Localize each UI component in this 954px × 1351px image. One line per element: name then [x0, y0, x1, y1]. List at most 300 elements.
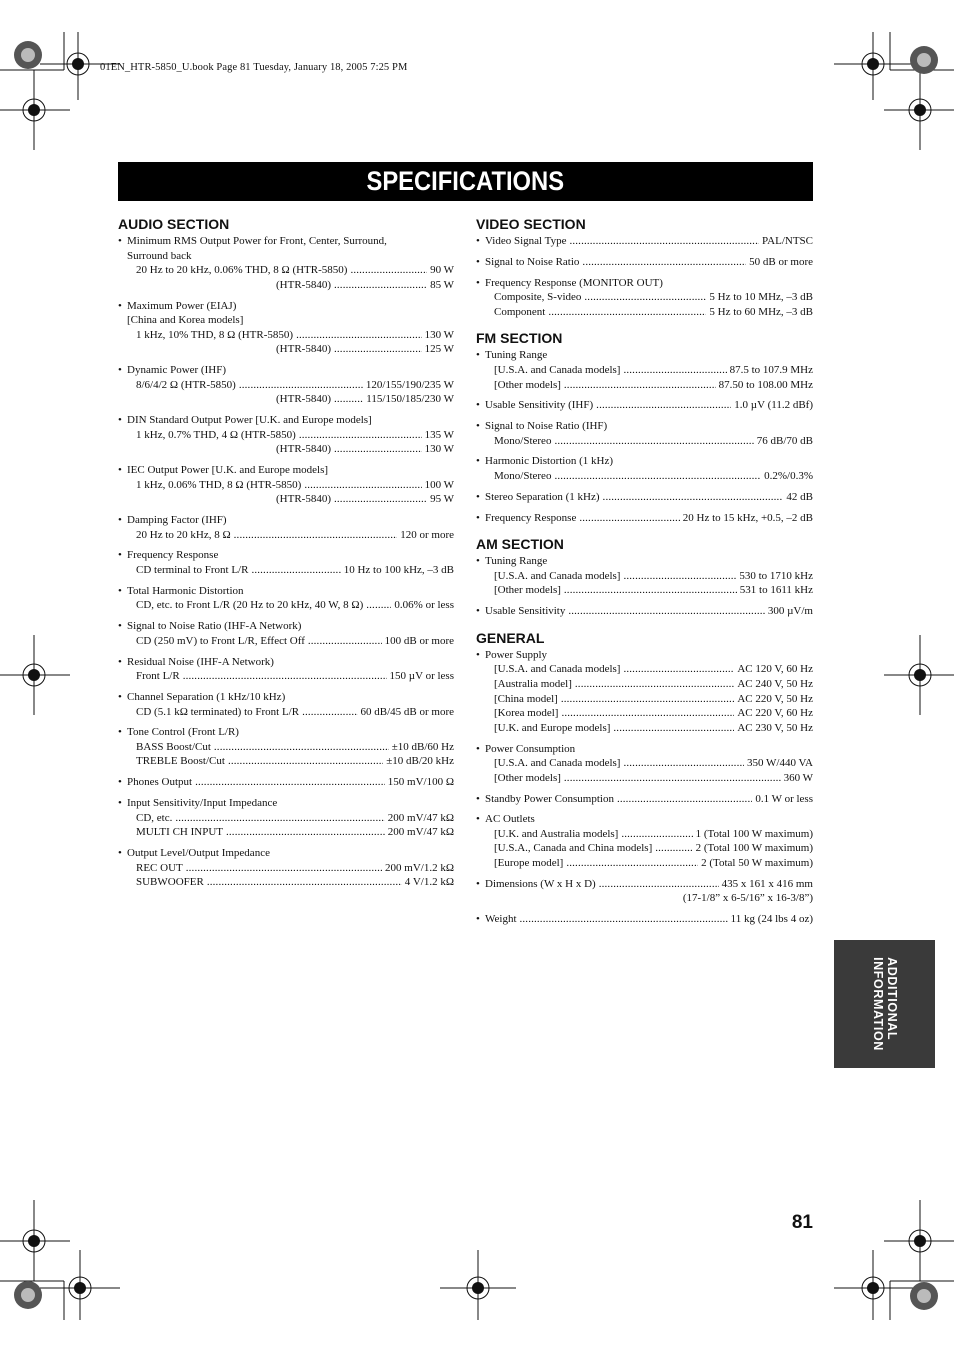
file-header: 01EN_HTR-5850_U.book Page 81 Tuesday, January 18, 2005 7:25 PM	[100, 62, 408, 73]
dot-leader	[561, 692, 734, 707]
right-column	[476, 215, 813, 933]
dot-leader	[304, 478, 421, 493]
spec-row	[485, 912, 813, 927]
spec-row	[485, 255, 813, 270]
dot-leader	[623, 363, 726, 378]
spec-row	[136, 478, 454, 493]
bullet-icon: •	[476, 490, 480, 503]
bullet-icon: •	[476, 913, 480, 926]
spec-rows	[118, 378, 454, 407]
spec-row-value: 135 W	[424, 428, 454, 441]
bullet-icon: •	[118, 464, 122, 477]
spec-item	[476, 348, 813, 392]
bullet-icon: •	[118, 514, 122, 527]
bullet-icon: •	[476, 877, 480, 890]
spec-row-label: Mono/Stereo	[494, 434, 552, 447]
spec-item-label: DIN Standard Output Power [U.K. and Europe models]	[127, 414, 372, 427]
dot-leader	[226, 825, 385, 840]
spec-row-value: 200 mV/47 kΩ	[387, 811, 454, 824]
dot-leader	[579, 511, 679, 526]
bullet-icon: •	[476, 813, 480, 826]
spec-item-label: Harmonic Distortion (1 kHz)	[485, 455, 613, 468]
spec-item-label: Tone Control (Front L/R)	[127, 726, 239, 739]
spec-item-label: Signal to Noise Ratio (IHF)	[485, 420, 608, 433]
spec-row	[494, 677, 813, 692]
spec-row-label: BASS Boost/Cut	[136, 740, 211, 753]
spec-row-value: 5 Hz to 60 MHz, –3 dB	[709, 305, 813, 318]
spec-item-label: Channel Separation (1 kHz/10 kHz)	[127, 690, 286, 703]
spec-item-subnote: [China and Korea models]	[127, 314, 244, 327]
spec-bullet-line	[118, 463, 454, 478]
spec-row-label: (HTR-5840)	[276, 278, 331, 291]
spec-row-label: Usable Sensitivity	[485, 605, 566, 618]
spec-bullet-line	[118, 690, 454, 705]
spec-row-label: [Other models]	[494, 771, 561, 784]
spec-bullet-line	[476, 398, 813, 413]
bullet-icon: •	[118, 726, 122, 739]
spec-row-value: 531 to 1611 kHz	[739, 584, 813, 597]
spec-row-label: Composite, S-video	[494, 291, 582, 304]
spec-row	[136, 669, 454, 684]
spec-row	[494, 706, 813, 721]
spec-row	[494, 378, 813, 393]
spec-row	[136, 861, 454, 876]
spec-row-value: 60 dB/45 dB or more	[360, 705, 454, 718]
spec-row-label: Standby Power Consumption	[485, 792, 614, 805]
spec-bullet-line	[118, 619, 454, 634]
spec-row-value: 350 W/440 VA	[746, 757, 813, 770]
spec-item-label: Tuning Range	[485, 349, 548, 362]
spec-bullet-line	[476, 792, 813, 807]
spec-rows	[118, 563, 454, 578]
spec-row-label: CD (5.1 kΩ terminated) to Front L/R	[136, 705, 300, 718]
spec-row-value: 150 µV or less	[389, 670, 454, 683]
spec-bullet-line	[476, 877, 813, 892]
spec-row-label: [U.S.A., Canada and China models]	[494, 842, 653, 855]
spec-item	[476, 648, 813, 736]
spec-row	[136, 705, 454, 720]
spec-row-label: Component	[494, 305, 546, 318]
spec-row-label: Mono/Stereo	[494, 470, 552, 483]
spec-row-value: 2 (Total 100 W maximum)	[695, 842, 813, 855]
spec-row-value: 76 dB/70 dB	[756, 434, 813, 447]
spec-row	[494, 434, 813, 449]
spec-bullet-line	[118, 775, 454, 790]
spec-item	[118, 655, 454, 684]
spec-rows	[476, 434, 813, 449]
spec-row-value: 4 V/1.2 kΩ	[404, 876, 454, 889]
spec-row-label: 8/6/4/2 Ω (HTR-5850)	[136, 378, 236, 391]
spec-row-value: 0.2%/0.3%	[764, 470, 813, 483]
bullet-icon: •	[476, 255, 480, 268]
dot-leader	[564, 583, 737, 598]
dot-leader	[599, 877, 719, 892]
spec-rows	[118, 811, 454, 840]
spec-row	[136, 634, 454, 649]
spec-item	[118, 363, 454, 407]
spec-bullet-line	[118, 796, 454, 811]
spec-item	[476, 812, 813, 870]
dot-leader	[520, 912, 728, 927]
video-section-heading: VIDEO SECTION	[476, 216, 586, 232]
dot-leader	[186, 861, 382, 876]
spec-bullet-line	[476, 912, 813, 927]
spec-item	[118, 299, 454, 357]
spec-extra-note: (17-1/8” x 6-5/16” x 16-3/8”)	[682, 892, 813, 905]
spec-bullet-line	[118, 584, 454, 599]
dot-leader	[334, 392, 363, 407]
spec-item-label: Power Supply	[485, 648, 548, 661]
spec-row-value: 130 W	[424, 443, 454, 456]
section-side-tab	[834, 940, 935, 1068]
spec-rows	[476, 290, 813, 319]
spec-row-label: Usable Sensitivity (IHF)	[485, 399, 594, 412]
dot-leader	[175, 811, 384, 826]
dot-leader	[584, 290, 706, 305]
bullet-icon: •	[476, 455, 480, 468]
spec-row-value: 95 W	[430, 493, 454, 506]
spec-row	[494, 771, 813, 786]
spec-bullet-line	[476, 234, 813, 249]
spec-row-label: 1 kHz, 10% THD, 8 Ω (HTR-5850)	[136, 328, 294, 341]
page-title	[118, 162, 813, 201]
dot-leader	[603, 490, 784, 505]
fm-spec-list	[476, 348, 813, 525]
spec-item	[476, 490, 813, 505]
spec-item-label: Total Harmonic Distortion	[127, 584, 244, 597]
bullet-icon: •	[118, 549, 122, 562]
spec-item-label: Frequency Response (MONITOR OUT)	[485, 276, 663, 289]
spec-row	[485, 877, 813, 892]
bullet-icon: •	[118, 364, 122, 377]
spec-row	[136, 811, 454, 826]
spec-row-label: [U.K. and Europe models]	[494, 721, 611, 734]
spec-item	[476, 742, 813, 786]
spec-rows	[118, 328, 454, 357]
bullet-icon: •	[118, 235, 122, 247]
spec-row-label: 20 Hz to 20 kHz, 0.06% THD, 8 Ω (HTR-5850)	[136, 264, 348, 277]
spec-item	[476, 511, 813, 526]
spec-row-label: Video Signal Type	[485, 235, 567, 247]
bullet-icon: •	[118, 690, 122, 703]
bullet-icon: •	[476, 276, 480, 289]
spec-row-label: [U.S.A. and Canada models]	[494, 663, 621, 676]
spec-bullet-line	[476, 348, 813, 363]
spec-rows	[118, 740, 454, 769]
bullet-icon: •	[118, 299, 122, 312]
spec-item	[476, 792, 813, 807]
side-tab-line2: INFORMATION	[870, 957, 885, 1051]
spec-row-label: (HTR-5840)	[276, 393, 331, 406]
spec-bullet-line	[476, 812, 813, 827]
spec-row	[136, 563, 454, 578]
spec-item-label: Minimum RMS Output Power for Front, Center, Surround,	[127, 235, 387, 247]
dot-leader	[228, 754, 383, 769]
spec-item-label: Maximum Power (EIAJ)	[127, 299, 237, 312]
spec-row	[494, 856, 813, 871]
dot-leader	[582, 255, 746, 270]
spec-row-label: 20 Hz to 20 kHz, 8 Ω	[136, 528, 231, 541]
spec-item	[118, 548, 454, 577]
spec-row	[136, 263, 454, 278]
spec-row-value: 300 µV/m	[767, 605, 813, 618]
spec-row	[485, 490, 813, 505]
dot-leader	[655, 841, 692, 856]
spec-row-value: PAL/NTSC	[762, 235, 813, 247]
spec-rows	[118, 669, 454, 684]
spec-bullet-line	[118, 725, 454, 740]
dot-leader	[623, 569, 736, 584]
bullet-icon: •	[118, 620, 122, 633]
spec-item	[476, 234, 813, 249]
spec-item	[118, 775, 454, 790]
dot-leader	[207, 875, 402, 890]
spec-row-value: 120/155/190/235 W	[365, 378, 454, 391]
spec-item	[476, 877, 813, 906]
spec-row-label: Phones Output	[127, 776, 193, 789]
spec-row-label: Stereo Separation (1 kHz)	[485, 490, 600, 503]
spec-row	[485, 792, 813, 807]
spec-row	[136, 754, 454, 769]
bullet-icon: •	[476, 742, 480, 755]
spec-row-value: 87.5 to 107.9 MHz	[729, 363, 813, 376]
spec-rows	[118, 263, 454, 292]
fm-section-heading: FM SECTION	[476, 330, 563, 347]
dot-leader	[561, 706, 734, 721]
spec-row-value: 10 Hz to 100 kHz, –3 dB	[343, 564, 454, 576]
spec-rows	[476, 569, 813, 598]
bullet-icon: •	[476, 235, 480, 247]
spec-bullet-line	[476, 604, 813, 619]
dot-leader	[299, 428, 422, 443]
dot-leader	[251, 563, 340, 578]
spec-row-label: 1 kHz, 0.06% THD, 8 Ω (HTR-5850)	[136, 478, 302, 491]
spec-row-value: AC 220 V, 50 Hz	[737, 692, 813, 705]
spec-item-label: Dynamic Power (IHF)	[127, 364, 226, 377]
spec-row	[136, 825, 454, 840]
bullet-icon: •	[118, 776, 122, 789]
spec-row-value: 1.0 µV (11.2 dBf)	[734, 399, 813, 412]
spec-row-value: 0.06% or less	[394, 599, 454, 612]
spec-row	[494, 583, 813, 598]
spec-rows	[118, 428, 454, 457]
dot-leader	[575, 677, 734, 692]
spec-bullet-line	[476, 742, 813, 757]
dot-leader	[564, 771, 781, 786]
dot-leader	[617, 792, 752, 807]
dot-leader	[548, 305, 706, 320]
left-column	[118, 215, 454, 896]
dot-leader	[554, 434, 753, 449]
spec-row-label: [Other models]	[494, 378, 561, 391]
spec-rows	[118, 705, 454, 720]
spec-row	[136, 378, 454, 393]
dot-leader	[621, 827, 692, 842]
spec-row-value: 100 dB or more	[384, 634, 454, 647]
bullet-icon: •	[118, 655, 122, 668]
spec-item-label: Tuning Range	[485, 555, 548, 568]
dot-leader	[296, 328, 422, 343]
dot-leader	[554, 469, 761, 484]
dot-leader	[214, 740, 389, 755]
dot-leader	[234, 528, 398, 543]
spec-rows	[476, 827, 813, 871]
spec-item	[118, 584, 454, 613]
spec-row-label: [U.K. and Australia models]	[494, 827, 619, 840]
dot-leader	[350, 263, 427, 278]
spec-row-label: [Australia model]	[494, 677, 572, 690]
spec-row-label: (HTR-5840)	[276, 443, 331, 456]
bullet-icon: •	[476, 420, 480, 433]
spec-row	[494, 305, 813, 320]
spec-row	[136, 278, 454, 293]
spec-rows	[118, 598, 454, 613]
spec-row-value: 11 kg (24 lbs 4 oz)	[730, 913, 813, 926]
spec-row-value: AC 230 V, 50 Hz	[737, 721, 813, 734]
spec-row	[485, 604, 813, 619]
spec-row	[136, 492, 454, 507]
spec-row	[136, 428, 454, 443]
dot-leader	[183, 669, 387, 684]
spec-row	[136, 392, 454, 407]
spec-item-label: IEC Output Power [U.K. and Europe models]	[127, 464, 329, 477]
spec-row	[494, 469, 813, 484]
dot-leader	[334, 492, 427, 507]
spec-row-value: 130 W	[424, 328, 454, 341]
spec-row	[136, 342, 454, 357]
bullet-icon: •	[118, 797, 122, 810]
spec-item	[118, 725, 454, 769]
bullet-icon: •	[476, 399, 480, 412]
spec-row-label: [Other models]	[494, 584, 561, 597]
spec-item-label: AC Outlets	[485, 813, 535, 826]
video-spec-list	[476, 234, 813, 319]
spec-row-label: CD, etc.	[136, 811, 173, 824]
spec-row	[485, 511, 813, 526]
spec-row-value: 85 W	[430, 278, 454, 291]
spec-item-label: Input Sensitivity/Input Impedance	[127, 797, 278, 810]
spec-row-value: 5 Hz to 10 MHz, –3 dB	[709, 291, 813, 304]
spec-row-value: 120 or more	[400, 528, 454, 541]
spec-row-value: 90 W	[430, 264, 454, 277]
bullet-icon: •	[476, 349, 480, 362]
spec-row-label: CD, etc. to Front L/R (20 Hz to 20 kHz, 40 W, 8 Ω)	[136, 599, 364, 612]
spec-item	[476, 419, 813, 448]
dot-leader	[366, 598, 391, 613]
spec-bullet-line	[118, 413, 454, 428]
spec-item	[476, 604, 813, 619]
spec-bullet-line	[118, 548, 454, 563]
spec-item	[118, 690, 454, 719]
page-title-text: SPECIFICATIONS	[366, 166, 565, 196]
bullet-icon: •	[476, 648, 480, 661]
spec-item	[118, 796, 454, 840]
general-section-heading: GENERAL	[476, 629, 545, 646]
spec-row	[494, 569, 813, 584]
spec-row-label: (HTR-5840)	[276, 343, 331, 356]
spec-bullet-line	[476, 419, 813, 434]
spec-item	[476, 554, 813, 598]
spec-row-label: 1 kHz, 0.7% THD, 4 Ω (HTR-5850)	[136, 428, 296, 441]
spec-row-label: [U.S.A. and Canada models]	[494, 757, 621, 770]
spec-row-label: [China model]	[494, 692, 558, 705]
spec-row-value: 1 (Total 100 W maximum)	[695, 827, 813, 840]
dot-leader	[564, 378, 716, 393]
spec-bullet-line	[118, 655, 454, 670]
spec-item	[118, 846, 454, 890]
spec-row-label: [Korea model]	[494, 707, 559, 720]
spec-item	[476, 255, 813, 270]
spec-row	[494, 363, 813, 378]
spec-row-label: SUBWOOFER	[136, 876, 204, 889]
spec-row-value: 87.50 to 108.00 MHz	[718, 378, 813, 391]
spec-bullet-line	[118, 363, 454, 378]
spec-bullet-line	[118, 299, 454, 314]
bullet-icon: •	[476, 792, 480, 805]
spec-item	[118, 513, 454, 542]
spec-row-value: 530 to 1710 kHz	[739, 569, 813, 582]
spec-bullet-line	[476, 276, 813, 291]
spec-bullet-line	[476, 648, 813, 663]
bullet-icon: •	[476, 511, 480, 524]
spec-row-label: [U.S.A. and Canada models]	[494, 569, 621, 582]
spec-bullet-line	[118, 234, 454, 249]
general-spec-list	[476, 648, 813, 927]
spec-item	[476, 912, 813, 927]
spec-item-label: Damping Factor (IHF)	[127, 514, 227, 527]
bullet-icon: •	[118, 584, 122, 597]
dot-leader	[623, 756, 744, 771]
spec-row	[127, 775, 454, 790]
spec-bullet-line	[476, 490, 813, 505]
spec-row-label: Dimensions (W x H x D)	[485, 877, 596, 890]
am-spec-list	[476, 554, 813, 619]
spec-row	[494, 662, 813, 677]
dot-leader	[334, 278, 427, 293]
spec-row	[136, 442, 454, 457]
spec-row	[136, 328, 454, 343]
dot-leader	[566, 856, 698, 871]
side-tab-line1: ADDITIONAL	[884, 957, 899, 1041]
dot-leader	[569, 234, 759, 249]
am-section-heading: AM SECTION	[476, 536, 564, 553]
spec-bullet-line	[476, 255, 813, 270]
spec-item	[118, 619, 454, 648]
spec-item	[476, 398, 813, 413]
spec-row	[485, 234, 813, 249]
audio-section-heading: AUDIO SECTION	[118, 216, 230, 232]
spec-rows	[118, 634, 454, 649]
spec-bullet-line	[476, 454, 813, 469]
spec-row-value: 115/150/185/230 W	[366, 393, 454, 406]
spec-row-value: ±10 dB/20 kHz	[386, 755, 454, 768]
spec-rows	[118, 528, 454, 543]
spec-item	[118, 413, 454, 457]
spec-row-value: 360 W	[783, 771, 813, 784]
spec-row-value: 200 mV/1.2 kΩ	[385, 861, 454, 874]
spec-row-label: CD terminal to Front L/R	[136, 564, 249, 576]
spec-row	[494, 756, 813, 771]
spec-rows	[476, 756, 813, 785]
spec-row-label: REC OUT	[136, 861, 183, 874]
spec-row-value: 435 x 161 x 416 mm	[721, 877, 813, 890]
spec-row	[494, 841, 813, 856]
spec-bullet-line	[118, 513, 454, 528]
spec-row	[485, 398, 813, 413]
spec-row-value: 20 Hz to 15 kHz, +0.5, –2 dB	[682, 511, 813, 524]
spec-row-value: 200 mV/47 kΩ	[387, 826, 454, 839]
spec-item-label-cont: Surround back	[127, 249, 192, 262]
